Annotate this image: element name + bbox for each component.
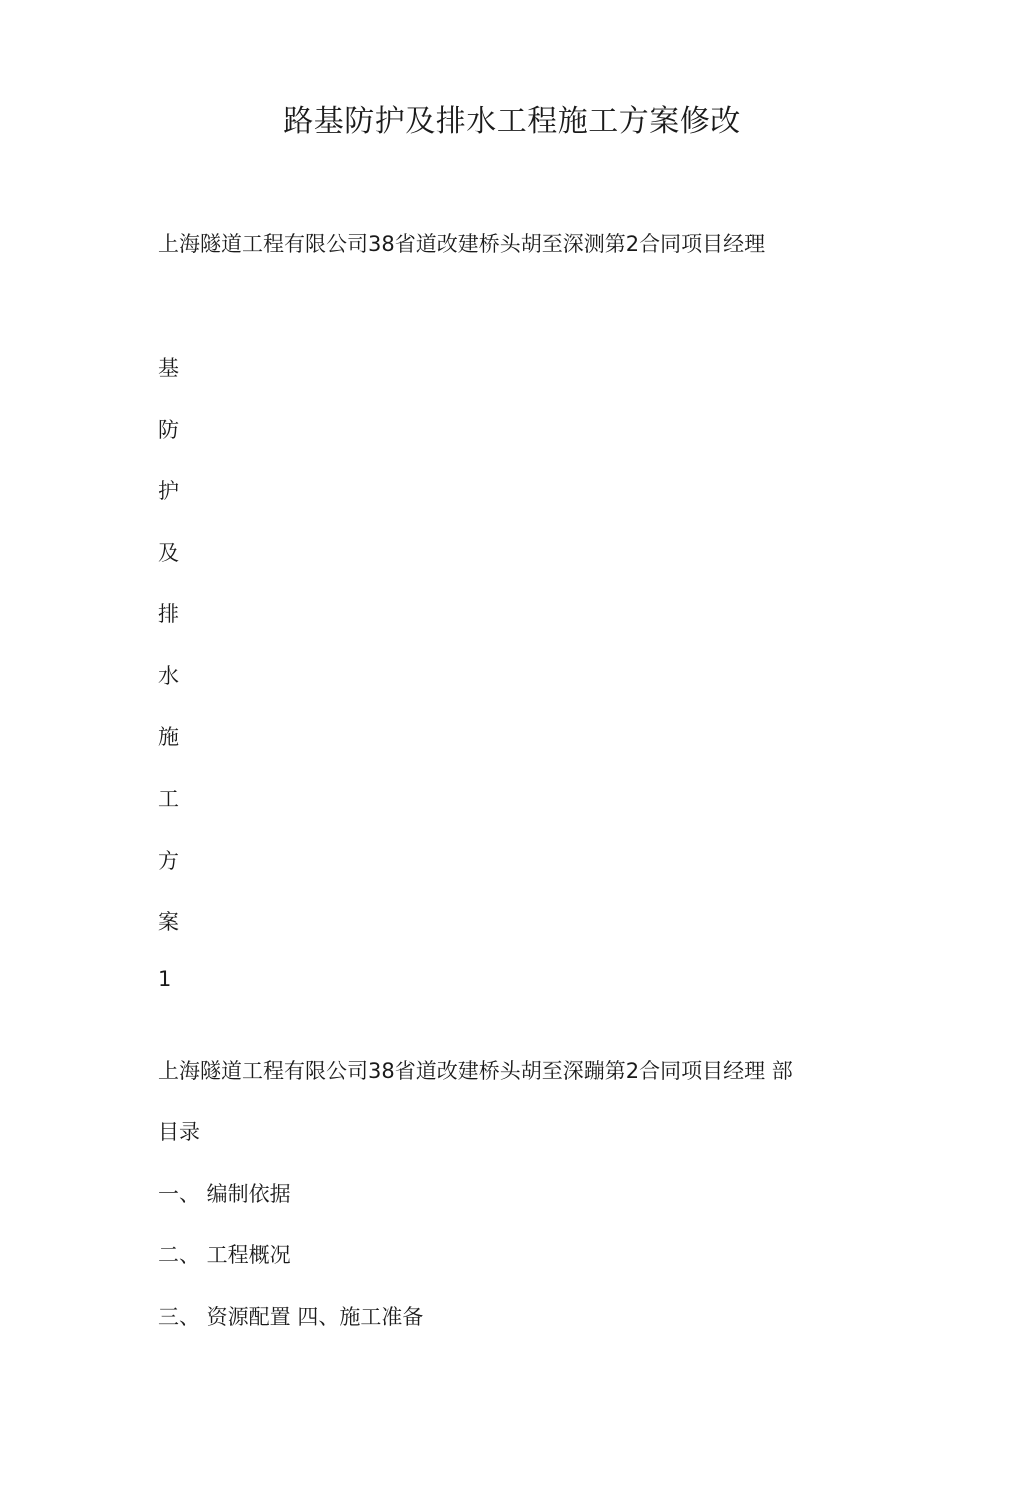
vertical-title-char: 防 bbox=[158, 418, 179, 442]
toc-item: 三、 资源配置 四、施工准备 bbox=[158, 1305, 424, 1329]
company-project-line-2: 上海隧道工程有限公司38省道改建桥头胡至深蹦第2合同项目经理 部 bbox=[158, 1059, 793, 1083]
vertical-title-char: 护 bbox=[158, 479, 179, 503]
page-number: 1 bbox=[158, 967, 172, 991]
vertical-title-char: 方 bbox=[158, 849, 179, 873]
vertical-title-char: 水 bbox=[158, 664, 179, 688]
toc-heading: 目录 bbox=[158, 1120, 200, 1144]
toc-item: 一、 编制依据 bbox=[158, 1182, 291, 1206]
company-project-line: 上海隧道工程有限公司38省道改建桥头胡至深测第2合同项目经理 bbox=[158, 232, 766, 256]
vertical-title-char: 案 bbox=[158, 910, 179, 934]
vertical-title-char: 排 bbox=[158, 602, 179, 626]
document-title: 路基防护及排水工程施工方案修改 bbox=[283, 104, 741, 139]
vertical-title-char: 工 bbox=[158, 787, 179, 811]
vertical-title-char: 基 bbox=[158, 356, 179, 380]
toc-item: 二、 工程概况 bbox=[158, 1243, 291, 1267]
vertical-title-char: 施 bbox=[158, 725, 179, 749]
vertical-title-char: 及 bbox=[158, 541, 179, 565]
